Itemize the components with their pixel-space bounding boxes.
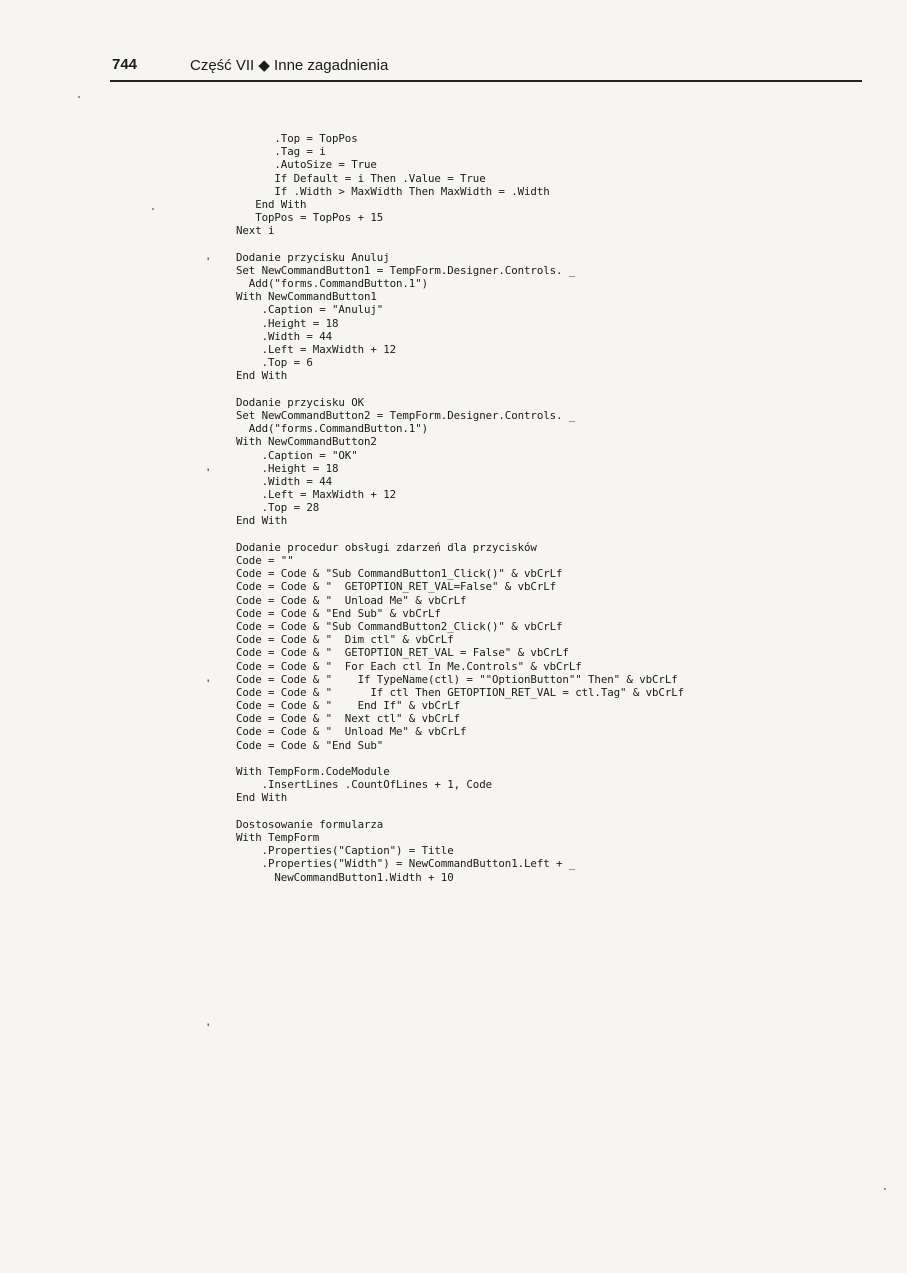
code-listing [236, 132, 856, 884]
code-line: End With [236, 197, 307, 211]
code-line: Code = "" [236, 554, 294, 567]
code-line: NewCommandButton1.Width + 10 [236, 870, 454, 884]
code-line: Code = Code & " Next ctl" & vbCrLf [236, 712, 461, 726]
code-line: .Caption = "Anuluj" [236, 303, 384, 317]
code-line: Dodanie przycisku OK [236, 395, 365, 409]
code-line: Code = Code & " GETOPTION_RET_VAL = False" & vbCrLf [236, 646, 569, 660]
code-line: If .Width > MaxWidth Then MaxWidth = .Width [236, 184, 550, 198]
code-line: Code = Code & " If ctl Then GETOPTION_RET_VAL = ctl.Tag" & vbCrLf [236, 685, 685, 699]
code-line [236, 752, 856, 765]
page-number: 744 [112, 56, 138, 73]
code-line: .Left = MaxWidth + 12 [236, 343, 397, 356]
code-line: Dodanie przycisku Anuluj [236, 250, 390, 264]
code-line: .Top = TopPos [236, 132, 358, 145]
code-line: .InsertLines .CountOfLines + 1, Code [236, 778, 493, 792]
code-line: Code = Code & " GETOPTION_RET_VAL=False" & vbCrLf [236, 580, 557, 594]
code-line: .Height = 18 [236, 461, 339, 475]
code-line: .Properties("Width") = NewCommandButton1.Left + _ [236, 857, 576, 871]
code-line: Add("forms.CommandButton.1") [236, 422, 429, 436]
code-line: .Width = 44 [236, 474, 333, 488]
code-line: Code = Code & " If TypeName(ctl) = ""OptionButton"" Then" & vbCrLf [236, 672, 678, 686]
code-line: With TempForm.CodeModule [236, 765, 390, 778]
code-line: If Default = i Then .Value = True [236, 171, 486, 185]
code-line: End With [236, 369, 288, 383]
code-line: With NewCommandButton1 [236, 290, 377, 304]
comment-marker: ' [207, 466, 210, 480]
code-line [236, 805, 856, 818]
running-head: Część VII ◆ Inne zagadnienia [190, 57, 389, 74]
code-line [236, 528, 856, 541]
scan-speck [884, 1188, 886, 1190]
comment-marker: ' [207, 677, 210, 691]
code-line: End With [236, 514, 288, 528]
code-line: End With [236, 791, 288, 805]
code-line: TopPos = TopPos + 15 [236, 211, 384, 225]
code-line: Code = Code & "Sub CommandButton1_Click()" & vbCrLf [236, 567, 563, 581]
code-line: .Top = 6 [236, 356, 313, 370]
code-line: Code = Code & "End Sub" [236, 738, 384, 752]
comment-marker: ' [207, 255, 210, 269]
code-line [236, 238, 856, 251]
code-line: .Top = 28 [236, 501, 320, 515]
scan-speck [152, 208, 154, 210]
code-line: .Properties("Caption") = Title [236, 844, 454, 858]
scan-speck [78, 96, 80, 98]
code-line: .Left = MaxWidth + 12 [236, 488, 397, 502]
code-line: Set NewCommandButton2 = TempForm.Designer.Controls. _ [236, 408, 576, 422]
code-line: Dostosowanie formularza [236, 817, 384, 831]
header-rule [110, 80, 862, 82]
code-line: Code = Code & "Sub CommandButton2_Click()" & vbCrLf [236, 619, 563, 633]
code-line: Code = Code & " Dim ctl" & vbCrLf [236, 633, 454, 647]
code-line: .Width = 44 [236, 329, 333, 343]
code-line: With TempForm [236, 830, 320, 844]
comment-marker: ' [207, 1021, 210, 1035]
code-line: Set NewCommandButton1 = TempForm.Designer.Controls. _ [236, 263, 576, 277]
code-line: Add("forms.CommandButton.1") [236, 277, 429, 291]
code-line: .AutoSize = True [236, 158, 377, 172]
code-line: Code = Code & " Unload Me" & vbCrLf [236, 725, 467, 739]
code-line: Code = Code & " End If" & vbCrLf [236, 699, 461, 713]
code-line: .Caption = "OK" [236, 448, 358, 462]
code-line [236, 383, 856, 396]
code-line: With NewCommandButton2 [236, 435, 377, 449]
code-line: Code = Code & "End Sub" & vbCrLf [236, 606, 441, 620]
code-line: Dodanie procedur obsługi zdarzeń dla przycisków [236, 540, 537, 554]
code-line: Code = Code & " For Each ctl In Me.Controls" & vbCrLf [236, 659, 582, 673]
code-line: Next i [236, 224, 275, 238]
code-line: Code = Code & " Unload Me" & vbCrLf [236, 593, 467, 607]
code-line: .Height = 18 [236, 316, 339, 330]
code-line: .Tag = i [236, 145, 326, 159]
